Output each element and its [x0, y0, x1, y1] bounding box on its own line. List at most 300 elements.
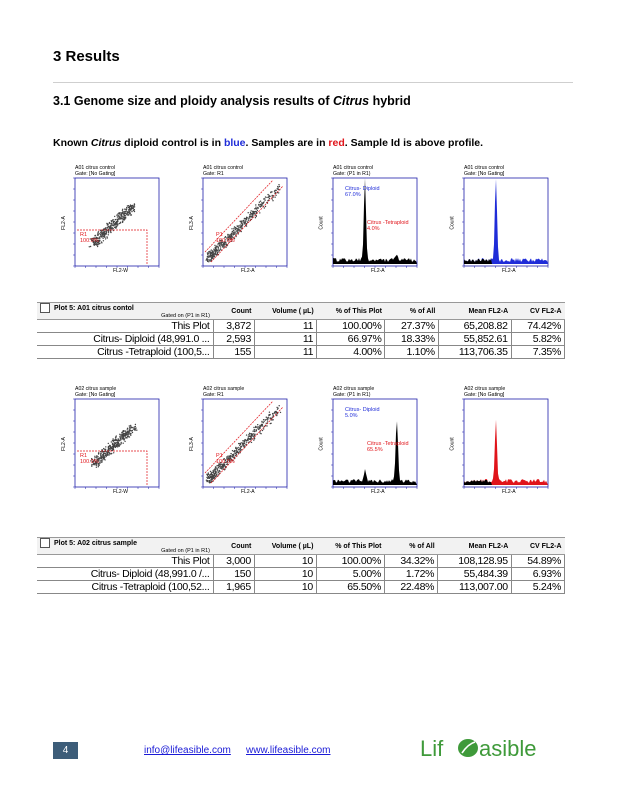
- event-dot: [107, 453, 108, 454]
- event-dot: [232, 454, 233, 455]
- event-dot: [246, 218, 247, 219]
- event-dot: [256, 430, 257, 431]
- event-dot: [99, 233, 100, 234]
- event-dot: [122, 212, 123, 213]
- event-dot: [100, 455, 101, 456]
- event-dot: [128, 214, 129, 215]
- table-cell: 5.82%: [511, 333, 564, 346]
- row-label: Citrus -Tetraploid (100,52...: [37, 581, 213, 594]
- event-dot: [250, 438, 251, 439]
- event-dot: [89, 246, 90, 247]
- event-dot: [217, 472, 218, 473]
- event-dot: [105, 238, 106, 239]
- event-dot: [111, 223, 112, 224]
- event-dot: [238, 226, 239, 227]
- table-cell: 150: [213, 568, 254, 581]
- event-dot: [240, 221, 241, 222]
- event-dot: [257, 210, 258, 211]
- x-axis-label: FL2-A: [241, 489, 255, 495]
- table-row: [37, 581, 565, 594]
- event-dot: [239, 445, 240, 446]
- event-dot: [252, 431, 253, 432]
- section-heading: 3 Results: [53, 48, 120, 65]
- event-dot: [211, 472, 212, 473]
- event-dot: [127, 435, 128, 436]
- event-dot: [122, 210, 123, 211]
- event-dot: [99, 464, 100, 465]
- event-dot: [269, 198, 270, 199]
- event-dot: [128, 211, 129, 212]
- table-cell: 65.50%: [316, 581, 384, 594]
- event-dot: [117, 445, 118, 446]
- table-cell: 113,007.00: [438, 581, 512, 594]
- table-cell: 34.32%: [385, 555, 438, 568]
- event-dot: [99, 238, 100, 239]
- event-dot: [123, 214, 124, 215]
- event-dot: [216, 469, 217, 470]
- event-dot: [253, 439, 254, 440]
- plot-title: A02 citrus sample: [203, 386, 245, 392]
- table-cell: 5.24%: [511, 581, 564, 594]
- event-dot: [262, 203, 263, 204]
- event-dot: [211, 249, 212, 250]
- plot-gate: Gate: [No Gating]: [464, 171, 505, 177]
- event-dot: [219, 470, 220, 471]
- flow-plot: [183, 386, 293, 498]
- event-dot: [134, 204, 135, 205]
- col-header: Volume ( µL): [254, 538, 316, 555]
- table-cell: 4.00%: [317, 346, 385, 359]
- event-dot: [258, 204, 259, 205]
- event-dot: [104, 236, 105, 237]
- event-dot: [208, 472, 209, 473]
- event-dot: [259, 202, 260, 203]
- event-dot: [251, 215, 252, 216]
- event-dot: [258, 428, 259, 429]
- event-dot: [119, 446, 120, 447]
- event-dot: [135, 426, 136, 427]
- email-link[interactable]: info@lifeasible.com: [144, 745, 231, 756]
- event-dot: [206, 258, 207, 259]
- event-dot: [107, 227, 108, 228]
- event-dot: [244, 221, 245, 222]
- event-dot: [252, 211, 253, 212]
- event-dot: [100, 453, 101, 454]
- event-dot: [233, 454, 234, 455]
- event-dot: [215, 247, 216, 248]
- row-label: Citrus -Tetraploid (100,5...: [37, 346, 213, 359]
- event-dot: [254, 429, 255, 430]
- event-dot: [121, 443, 122, 444]
- event-dot: [233, 228, 234, 229]
- event-dot: [108, 234, 109, 235]
- table-cell: 55,484.39: [438, 568, 512, 581]
- event-dot: [254, 208, 255, 209]
- event-dot: [274, 413, 275, 414]
- table-cell: 1,965: [213, 581, 254, 594]
- region-label: P1: [216, 232, 223, 238]
- event-dot: [108, 454, 109, 455]
- event-dot: [265, 206, 266, 207]
- event-dot: [120, 439, 121, 440]
- event-dot: [96, 455, 97, 456]
- event-dot: [250, 433, 251, 434]
- col-header: % of This Plot: [316, 538, 384, 555]
- event-dot: [268, 195, 269, 196]
- plot-title: A02 citrus sample: [464, 386, 506, 392]
- x-axis-label: FL2-A: [502, 268, 516, 274]
- event-dot: [125, 211, 126, 212]
- event-dot: [227, 456, 228, 457]
- plot-gate: Gate: (P1 in R1): [333, 171, 371, 177]
- event-dot: [136, 430, 137, 431]
- event-dot: [211, 256, 212, 257]
- event-dot: [123, 435, 124, 436]
- intro-red: red: [328, 137, 345, 149]
- table-cell: 3,000: [213, 555, 254, 568]
- table-cell: 10: [254, 555, 316, 568]
- table-cell: 18.33%: [385, 333, 438, 346]
- event-dot: [272, 195, 273, 196]
- event-dot: [206, 474, 207, 475]
- website-link[interactable]: www.lifeasible.com: [246, 745, 331, 756]
- region-label: R1: [80, 232, 88, 238]
- event-dot: [130, 205, 131, 206]
- peak-label: Citrus- Diploid: [345, 407, 380, 413]
- event-dot: [104, 449, 105, 450]
- col-header: Count: [213, 303, 255, 320]
- event-dot: [105, 446, 106, 447]
- table-cell: 11: [255, 333, 317, 346]
- event-dot: [110, 226, 111, 227]
- event-dot: [270, 423, 271, 424]
- event-dot: [134, 209, 135, 210]
- event-dot: [117, 216, 118, 217]
- event-dot: [97, 246, 98, 247]
- event-dot: [111, 225, 112, 226]
- event-dot: [253, 212, 254, 213]
- event-dot: [107, 224, 108, 225]
- event-dot: [122, 435, 123, 436]
- event-dot: [269, 414, 270, 415]
- event-dot: [255, 217, 256, 218]
- flow-plot: [313, 386, 423, 498]
- page-number: 4: [53, 742, 78, 759]
- event-dot: [254, 431, 255, 432]
- peak-label: Citrus -Tetraploid: [367, 220, 409, 226]
- event-dot: [210, 476, 211, 477]
- col-header: % of All: [385, 303, 438, 320]
- event-dot: [234, 451, 235, 452]
- event-dot: [133, 428, 134, 429]
- event-dot: [122, 438, 123, 439]
- plot-gate: Gate: (P1 in R1): [333, 392, 371, 398]
- event-dot: [104, 456, 105, 457]
- event-dot: [111, 447, 112, 448]
- col-header: Count: [213, 538, 254, 555]
- event-dot: [215, 472, 216, 473]
- event-dot: [101, 235, 102, 236]
- event-dot: [243, 443, 244, 444]
- event-dot: [131, 427, 132, 428]
- y-axis-label: FL3-A: [188, 216, 195, 230]
- event-dot: [272, 197, 273, 198]
- event-dot: [207, 254, 208, 255]
- event-dot: [218, 248, 219, 249]
- intro-part: . Sample Id is above profile.: [344, 137, 484, 149]
- event-dot: [90, 246, 91, 247]
- event-dot: [97, 456, 98, 457]
- event-dot: [133, 208, 134, 209]
- event-dot: [218, 466, 219, 467]
- event-dot: [102, 455, 103, 456]
- table-cell: 54.89%: [511, 555, 564, 568]
- event-dot: [131, 211, 132, 212]
- event-dot: [121, 442, 122, 443]
- event-dot: [134, 211, 135, 212]
- flow-plot: [55, 165, 165, 277]
- event-dot: [257, 208, 258, 209]
- intro-part: diploid control is in: [121, 137, 224, 149]
- intro-text: [53, 137, 483, 149]
- event-dot: [216, 474, 217, 475]
- event-dot: [207, 252, 208, 253]
- event-dot: [244, 218, 245, 219]
- event-dot: [230, 453, 231, 454]
- event-dot: [255, 207, 256, 208]
- event-dot: [105, 449, 106, 450]
- event-dot: [259, 426, 260, 427]
- event-dot: [237, 225, 238, 226]
- event-dot: [250, 436, 251, 437]
- event-dot: [98, 452, 99, 453]
- event-dot: [116, 225, 117, 226]
- event-dot: [208, 474, 209, 475]
- event-dot: [279, 186, 280, 187]
- event-dot: [242, 444, 243, 445]
- event-dot: [96, 467, 97, 468]
- event-dot: [235, 447, 236, 448]
- event-dot: [101, 242, 102, 243]
- event-dot: [105, 454, 106, 455]
- event-dot: [237, 447, 238, 448]
- flow-plot: [444, 386, 554, 498]
- table-cell: 3,872: [213, 320, 255, 333]
- event-dot: [240, 224, 241, 225]
- event-dot: [112, 449, 113, 450]
- event-dot: [232, 450, 233, 451]
- event-dot: [124, 209, 125, 210]
- event-dot: [209, 478, 210, 479]
- event-dot: [261, 425, 262, 426]
- table-cell: 5.00%: [316, 568, 384, 581]
- event-dot: [109, 228, 110, 229]
- event-dot: [122, 221, 123, 222]
- event-dot: [132, 432, 133, 433]
- event-dot: [266, 197, 267, 198]
- event-dot: [257, 424, 258, 425]
- event-dot: [125, 215, 126, 216]
- plot-label: Plot 5: A01 citrus contol: [54, 304, 134, 312]
- plot-checkbox[interactable]: [40, 538, 50, 548]
- event-dot: [111, 227, 112, 228]
- event-dot: [99, 462, 100, 463]
- event-dot: [100, 232, 101, 233]
- event-dot: [103, 240, 104, 241]
- event-dot: [278, 184, 279, 185]
- x-axis-label: FL2-A: [502, 489, 516, 495]
- col-header: Mean FL2-A: [438, 303, 511, 320]
- row-label: Citrus- Diploid (48,991.0 /...: [37, 568, 213, 581]
- event-dot: [119, 436, 120, 437]
- event-dot: [235, 455, 236, 456]
- event-dot: [219, 245, 220, 246]
- event-dot: [100, 454, 101, 455]
- plot-label: Plot 5: A02 citrus sample: [54, 539, 137, 547]
- event-dot: [241, 225, 242, 226]
- event-dot: [112, 438, 113, 439]
- event-dot: [116, 214, 117, 215]
- plot-canvas: [183, 386, 293, 498]
- event-dot: [255, 427, 256, 428]
- event-dot: [263, 428, 264, 429]
- event-dot: [238, 449, 239, 450]
- event-dot: [217, 252, 218, 253]
- event-dot: [238, 443, 239, 444]
- row-label: Citrus- Diploid (48,991.0 ...: [37, 333, 213, 346]
- event-dot: [242, 440, 243, 441]
- event-dot: [113, 228, 114, 229]
- event-dot: [101, 461, 102, 462]
- table-cell: 2,593: [213, 333, 255, 346]
- table-cell: 100.00%: [316, 555, 384, 568]
- event-dot: [109, 226, 110, 227]
- event-dot: [207, 480, 208, 481]
- event-dot: [135, 427, 136, 428]
- plot-checkbox[interactable]: [40, 303, 50, 313]
- region-pct: 100.0%: [216, 238, 235, 244]
- event-dot: [125, 430, 126, 431]
- event-dot: [216, 465, 217, 466]
- event-dot: [275, 195, 276, 196]
- event-dot: [265, 419, 266, 420]
- event-dot: [135, 424, 136, 425]
- table-header-row: [37, 538, 565, 555]
- col-header: CV FL2-A: [511, 303, 564, 320]
- event-dot: [263, 422, 264, 423]
- event-dot: [249, 433, 250, 434]
- event-dot: [207, 256, 208, 257]
- event-dot: [211, 257, 212, 258]
- row-label: This Plot: [37, 555, 213, 568]
- y-axis-label: FL3-A: [188, 437, 195, 451]
- event-dot: [220, 248, 221, 249]
- event-dot: [120, 218, 121, 219]
- event-dot: [262, 430, 263, 431]
- event-dot: [220, 246, 221, 247]
- event-dot: [267, 420, 268, 421]
- event-dot: [106, 228, 107, 229]
- logo-text-left: Lif: [420, 736, 444, 761]
- event-dot: [226, 456, 227, 457]
- event-dot: [106, 232, 107, 233]
- event-dot: [99, 460, 100, 461]
- x-axis-label: FL2-W: [113, 489, 128, 495]
- event-dot: [115, 223, 116, 224]
- event-dot: [224, 465, 225, 466]
- event-dot: [132, 205, 133, 206]
- event-dot: [280, 412, 281, 413]
- subsection-title-rest: hybrid: [369, 94, 411, 108]
- event-dot: [246, 225, 247, 226]
- event-dot: [209, 480, 210, 481]
- plot-frame: [464, 399, 548, 487]
- plot-canvas: [444, 165, 554, 277]
- col-header: Volume ( µL): [255, 303, 317, 320]
- event-dot: [244, 222, 245, 223]
- event-dot: [263, 421, 264, 422]
- event-dot: [130, 433, 131, 434]
- event-dot: [234, 234, 235, 235]
- event-dot: [267, 417, 268, 418]
- stats-table-2: [37, 537, 565, 594]
- event-dot: [229, 455, 230, 456]
- event-dot: [107, 449, 108, 450]
- event-dot: [130, 209, 131, 210]
- event-dot: [120, 222, 121, 223]
- event-dot: [240, 226, 241, 227]
- event-dot: [248, 218, 249, 219]
- col-header: Mean FL2-A: [438, 538, 512, 555]
- x-axis-label: FL2-W: [113, 268, 128, 274]
- event-dot: [105, 233, 106, 234]
- event-dot: [121, 218, 122, 219]
- plot-gate: Gate: R1: [203, 392, 224, 398]
- event-dot: [111, 441, 112, 442]
- plot-title: A01 citrus control: [333, 165, 374, 171]
- event-dot: [229, 234, 230, 235]
- region-pct: 100.0%: [80, 238, 99, 244]
- table-cell: 55,852.61: [438, 333, 511, 346]
- event-dot: [115, 437, 116, 438]
- event-dot: [269, 412, 270, 413]
- event-dot: [97, 235, 98, 236]
- event-dot: [126, 437, 127, 438]
- event-dot: [126, 432, 127, 433]
- event-dot: [243, 444, 244, 445]
- event-dot: [223, 244, 224, 245]
- event-dot: [215, 250, 216, 251]
- plot-title: A02 citrus sample: [333, 386, 375, 392]
- event-dot: [211, 477, 212, 478]
- event-dot: [217, 246, 218, 247]
- event-dot: [113, 221, 114, 222]
- event-dot: [128, 434, 129, 435]
- event-dot: [256, 208, 257, 209]
- event-dot: [257, 426, 258, 427]
- event-dot: [111, 453, 112, 454]
- event-dot: [119, 434, 120, 435]
- plot-label-cell: [37, 303, 213, 320]
- flow-plot: [55, 386, 165, 498]
- stats-table-1: [37, 302, 565, 359]
- event-dot: [212, 252, 213, 253]
- table-cell: 10: [254, 581, 316, 594]
- event-dot: [121, 214, 122, 215]
- event-dot: [234, 232, 235, 233]
- event-dot: [259, 212, 260, 213]
- event-dot: [211, 473, 212, 474]
